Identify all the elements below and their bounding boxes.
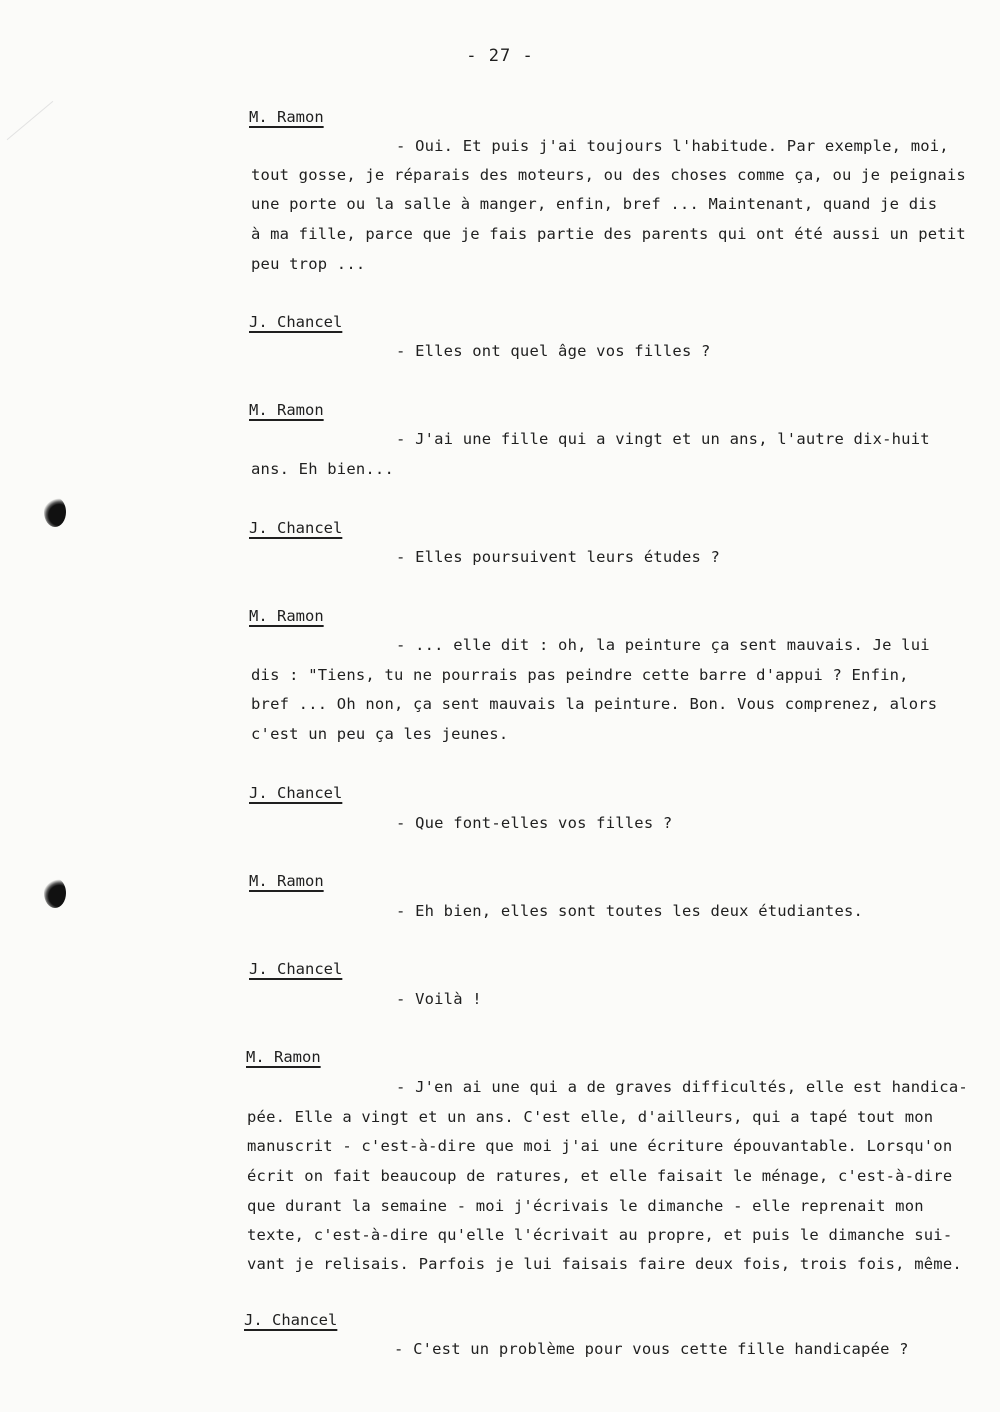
dialogue-line: ans. Eh bien... — [251, 460, 394, 478]
punch-hole-icon — [44, 497, 66, 527]
dialogue-line: manuscrit - c'est-à-dire que moi j'ai une écriture épouvantable. Lorsqu'on — [247, 1137, 953, 1155]
dialogue-line: dis : "Tiens, tu ne pourrais pas peindre cette barre d'appui ? Enfin, — [251, 666, 909, 684]
dialogue-line: - Que font-elles vos filles ? — [396, 814, 673, 832]
dialogue-line: à ma fille, parce que je fais partie des parents qui ont été aussi un petit — [251, 225, 966, 243]
paper-fold-mark — [0, 0, 78, 1]
dialogue-line: - Voilà ! — [396, 990, 482, 1008]
speaker-name: M. Ramon — [249, 401, 324, 419]
dialogue-line: une porte ou la salle à manger, enfin, bref ... Maintenant, quand je dis — [251, 195, 938, 213]
dialogue-line: - Oui. Et puis j'ai toujours l'habitude. Par exemple, moi, — [396, 137, 949, 155]
dialogue-line: - Elles poursuivent leurs études ? — [396, 548, 721, 566]
speaker-name: M. Ramon — [249, 607, 324, 625]
dialogue-line: vant je relisais. Parfois je lui faisais faire deux fois, trois fois, même. — [247, 1255, 962, 1273]
speaker-name: J. Chancel — [249, 313, 343, 331]
dialogue-line: pée. Elle a vingt et un ans. C'est elle, d'ailleurs, qui a tapé tout mon — [247, 1108, 934, 1126]
dialogue-line: que durant la semaine - moi j'écrivais le dimanche - elle reprenait mon — [247, 1197, 924, 1215]
dialogue-line: - Elles ont quel âge vos filles ? — [396, 342, 711, 360]
dialogue-line: c'est un peu ça les jeunes. — [251, 725, 509, 743]
dialogue-line: - C'est un problème pour vous cette fille handicapée ? — [394, 1340, 909, 1358]
punch-hole-icon — [44, 878, 66, 908]
speaker-name: J. Chancel — [249, 960, 343, 978]
dialogue-line: texte, c'est-à-dire qu'elle l'écrivait au propre, et puis le dimanche sui- — [247, 1226, 953, 1244]
dialogue-line: tout gosse, je réparais des moteurs, ou des choses comme ça, ou je peignais — [251, 166, 966, 184]
dialogue-line: bref ... Oh non, ça sent mauvais la peinture. Bon. Vous comprenez, alors — [251, 695, 938, 713]
speaker-name: J. Chancel — [244, 1311, 338, 1329]
dialogue-line: - J'en ai une qui a de graves difficultés, elle est handica- — [396, 1078, 968, 1096]
dialogue-line: écrit on fait beaucoup de ratures, et elle faisait le ménage, c'est-à-dire — [247, 1167, 953, 1185]
speaker-name: M. Ramon — [249, 108, 324, 126]
paper-crease — [7, 101, 54, 140]
speaker-name: J. Chancel — [249, 784, 343, 802]
speaker-name: J. Chancel — [249, 519, 343, 537]
dialogue-line: - Eh bien, elles sont toutes les deux étudiantes. — [396, 902, 864, 920]
dialogue-line: - J'ai une fille qui a vingt et un ans, l'autre dix-huit — [396, 430, 930, 448]
dialogue-line: peu trop ... — [251, 255, 366, 273]
speaker-name: M. Ramon — [246, 1048, 321, 1066]
page-number: - 27 - — [466, 46, 534, 66]
speaker-name: M. Ramon — [249, 872, 324, 890]
dialogue-line: - ... elle dit : oh, la peinture ça sent mauvais. Je lui — [396, 636, 930, 654]
